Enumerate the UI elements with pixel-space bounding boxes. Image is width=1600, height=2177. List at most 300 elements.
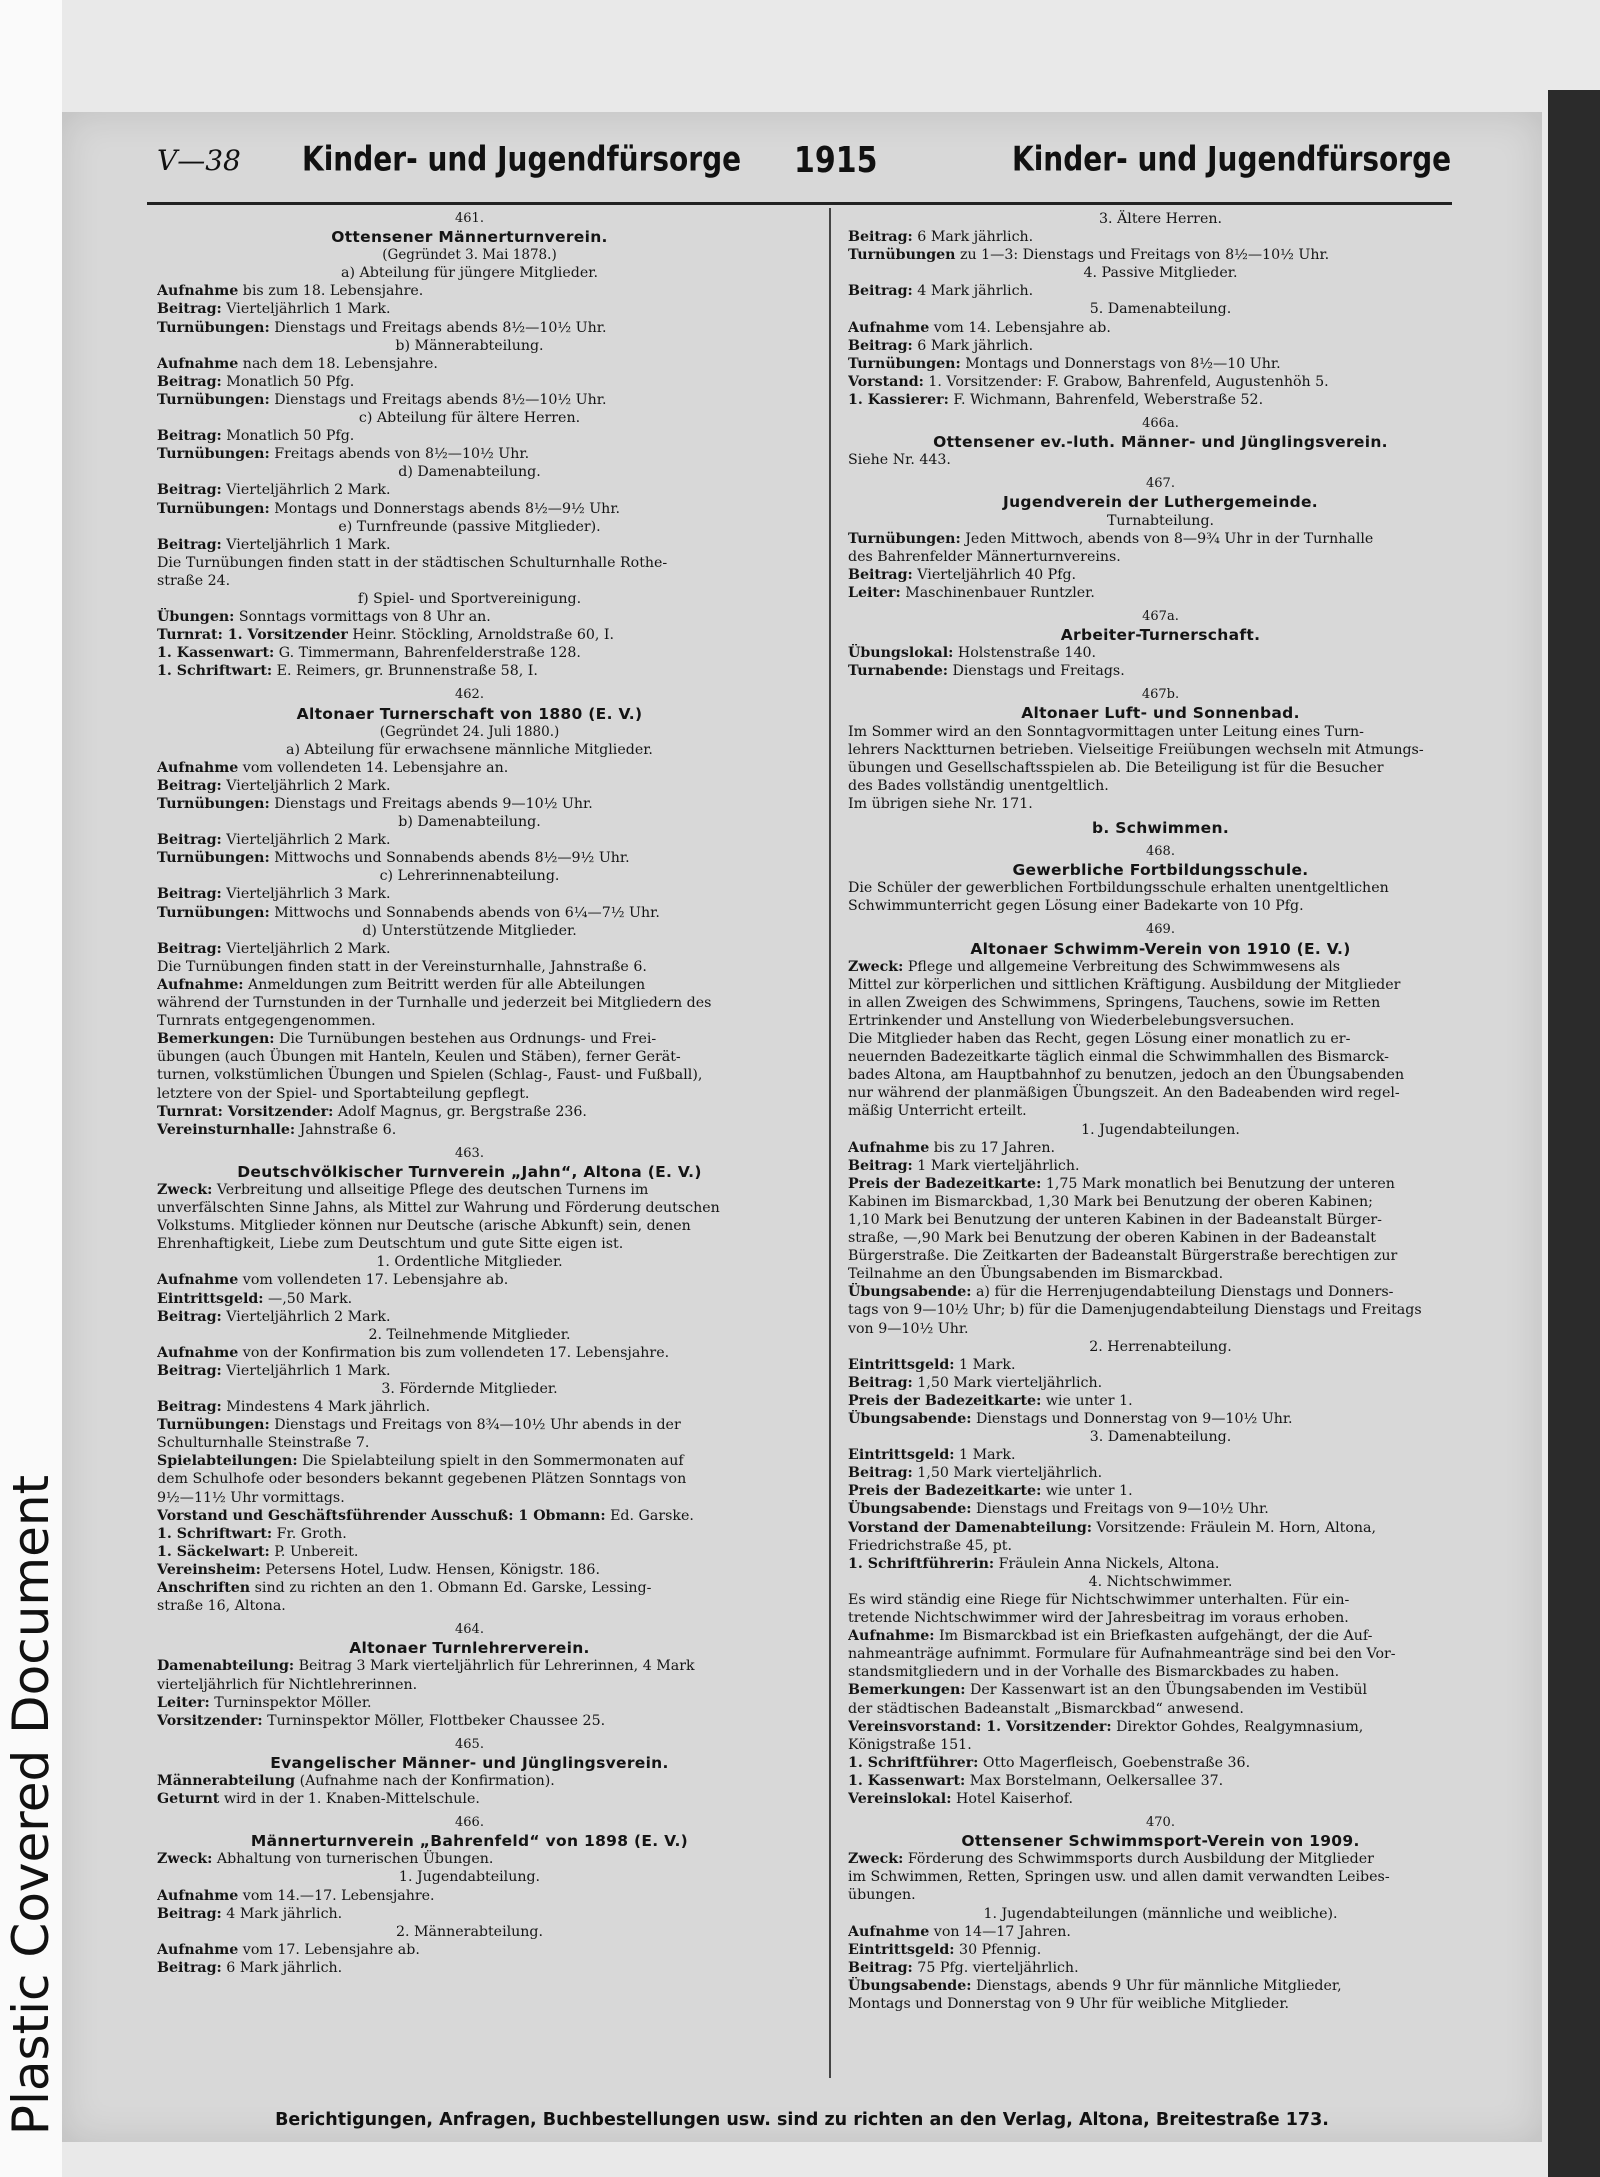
field-value: 466a. [1142,416,1179,432]
field-label: Beitrag: [157,482,222,499]
field-value: 6 Mark jährlich. [912,229,1034,246]
field-value: Die Turnübungen finden statt in der Vereinsturnhalle, Jahnstraße 6. [157,958,647,975]
field-value: Hotel Kaiserhof. [951,1790,1073,1807]
section-heading [157,1326,782,1344]
text-line [848,282,1473,300]
entry-number [848,686,1473,704]
field-value: tretende Nichtschwimmer wird der Jahresbeitrag im voraus erhoben. [848,1610,1349,1627]
field-value: 470. [1146,1815,1175,1831]
text-line [848,1627,1473,1645]
text-line [848,1157,1473,1175]
field-value: f) Spiel- und Sportvereinigung. [357,590,582,607]
field-label: Aufnahme: [157,976,244,993]
field-value: Königstraße 151. [848,1736,972,1753]
field-label: Turnübungen: [157,904,270,921]
field-label: Preis der Badezeitkarte: [848,1483,1042,1500]
text-line [157,1772,782,1790]
entry-number [157,1145,782,1163]
field-value: 1. Ordentliche Mitglieder. [376,1254,563,1271]
field-label: Beitrag: [157,428,222,445]
field-value: 1. Jugendabteilung. [398,1869,541,1886]
field-label: Eintrittsgeld: [848,1941,955,1958]
text-line [157,500,782,518]
entry-subtitle [157,723,782,741]
text-line [848,228,1473,246]
section-heading [848,300,1473,318]
field-label: Aufnahme [848,1923,930,1940]
text-line [157,795,782,813]
field-label: Turnübungen: [157,319,270,336]
field-label: Übungsabende: [848,1284,972,1301]
field-value: tags von 9—10½ Uhr; b) für die Damenjugendabteilung Dienstags und Freitags [848,1302,1422,1319]
text-line [848,1193,1473,1211]
text-line [848,958,1473,976]
field-value: zu 1—3: Dienstags und Freitags von 8½—10½ Uhr. [955,247,1330,264]
entry-number [157,1814,782,1832]
field-label: Bemerkungen: [157,1031,275,1048]
field-label: Männerabteilung [157,1772,296,1789]
text-line [157,1181,782,1199]
field-value: Schwimmunterricht gegen Lösung einer Badekarte von 10 Pfg. [848,898,1304,915]
field-label: 1. Schriftwart: [157,663,273,680]
field-label: Turnrat: Vorsitzender: [157,1103,334,1120]
document-page [62,112,1542,2142]
entry-title [157,1832,782,1850]
text-line [157,1470,782,1488]
text-line [848,1591,1473,1609]
text-line [157,976,782,994]
text-line [848,1030,1473,1048]
field-label: Leiter: [157,1694,210,1711]
entry-title [848,861,1473,879]
field-value: Vierteljährlich 2 Mark. [221,777,391,794]
entry-title [157,705,782,723]
field-value: 468. [1146,844,1175,860]
section-heading [157,1380,782,1398]
field-value: 2. Teilnehmende Mitglieder. [368,1326,571,1343]
text-line [848,1645,1473,1663]
section-heading [157,264,782,282]
field-value: 2. Herrenabteilung. [1089,1338,1232,1355]
field-value: Siehe Nr. 443. [848,452,951,469]
entry-number [848,475,1473,493]
field-label: Übungsabende: [848,1411,972,1427]
field-value: Otto Magerfleisch, Goebenstraße 36. [978,1754,1251,1771]
text-line [157,1525,782,1543]
field-value: Mindestens 4 Mark jährlich. [221,1399,431,1416]
field-value: bades Altona, am Hauptbahnhof zu benutzen, jedoch an den Übungsabenden [848,1067,1405,1084]
field-value: Fräulein Anna Nickels, Altona. [994,1555,1220,1572]
field-label: Beitrag: [848,1959,913,1976]
field-value: vierteljährlich für Nichtlehrerinnen. [157,1676,418,1693]
text-line [157,1217,782,1235]
field-label: 1. Schriftführerin: [848,1555,995,1572]
text-line [848,355,1473,373]
entry-title [848,1832,1473,1850]
text-line [848,530,1473,548]
text-line [157,355,782,373]
field-label: Beitrag: [848,337,913,354]
field-value: nur während der planmäßigen Übungszeit. An den Badeabenden wird regel- [848,1085,1400,1102]
section-heading [848,512,1473,530]
text-line [848,1772,1473,1790]
text-line [157,1941,782,1959]
text-line [157,1507,782,1525]
field-value: Männerturnverein „Bahrenfeld“ von 1898 (E. V.) [250,1832,689,1851]
page-number: V—38 [157,144,241,177]
field-value: e) Turnfreunde (passive Mitglieder). [338,518,601,535]
text-line [157,1066,782,1084]
field-value: (Gegründet 3. Mai 1878.) [382,247,557,264]
field-value: Altonaer Turnerschaft von 1880 (E. V.) [296,704,643,723]
text-line [157,958,782,976]
field-value: Turnrats entgegengenommen. [157,1013,376,1030]
text-line [157,1362,782,1380]
text-line [848,1247,1473,1265]
field-value: Jugendverein der Luthergemeinde. [1003,493,1318,512]
text-line [848,373,1473,391]
field-value: vom 14.—17. Lebensjahre. [238,1887,435,1904]
field-value: vom vollendeten 17. Lebensjahre ab. [238,1272,509,1289]
field-value: 30 Pfennig. [954,1941,1042,1958]
field-value: Max Borstelmann, Oelkersallee 37. [965,1772,1224,1789]
text-line [157,1308,782,1326]
field-value: Die Turnübungen finden statt in der städtischen Schulturnhalle Rothe- [157,554,668,571]
text-line [157,1030,782,1048]
text-line [848,319,1473,337]
field-value: G. Timmermann, Bahrenfelderstraße 128. [274,645,581,662]
text-line [848,1700,1473,1718]
text-line [157,1085,782,1103]
field-label: Beitrag: [157,373,222,390]
field-label: Eintrittsgeld: [848,1356,955,1373]
field-value: Friedrichstraße 45, pt. [848,1537,1013,1554]
text-line [157,608,782,626]
field-value: bis zum 18. Lebensjahre. [238,283,424,300]
field-label: Beitrag: [848,1465,913,1482]
field-value: Turninspektor Möller. [209,1694,372,1711]
field-label: Aufnahme [157,355,239,372]
text-line [157,994,782,1012]
text-line [157,759,782,777]
field-value: 2. Männerabteilung. [395,1923,544,1940]
field-value: 1,50 Mark vierteljährlich. [912,1374,1103,1391]
field-value: von der Konfirmation bis zum vollendeten 17. Lebensjahre. [238,1344,670,1361]
field-value: Holstenstraße 140. [953,645,1097,662]
field-label: Eintrittsgeld: [848,1447,955,1464]
field-value: 3. Damenabteilung. [1089,1429,1232,1446]
field-value: Vierteljährlich 1 Mark. [221,536,391,553]
text-line [848,1211,1473,1229]
text-line [848,1446,1473,1464]
field-value: a) für die Herrenjugendabteilung Dienstags und Donners- [971,1284,1394,1301]
field-value: der städtischen Badeanstalt „Bismarckbad“ anwesend. [848,1700,1244,1717]
header-rule [147,202,1452,205]
field-label: Beitrag: [848,283,913,300]
text-line [848,337,1473,355]
field-value: vom 14. Lebensjahre ab. [929,319,1111,336]
field-value: 1,75 Mark monatlich bei Benutzung der unteren [1041,1175,1395,1192]
text-line [848,1139,1473,1157]
field-label: Beitrag: [157,301,222,318]
field-value: b) Damenabteilung. [398,814,541,831]
text-line [848,1923,1473,1941]
text-line [157,1452,782,1470]
field-value: a) Abteilung für erwachsene männliche Mitglieder. [286,741,653,758]
field-value: b. Schwimmen. [1091,819,1230,837]
field-value: Jahnstraße 6. [295,1121,397,1138]
entry-title [848,433,1473,451]
field-value: bis zu 17 Jahren. [929,1139,1056,1156]
text-line [848,897,1473,915]
text-line [157,1048,782,1066]
field-value: wie unter 1. [1041,1483,1133,1500]
field-label: 1. Kassenwart: [848,1772,966,1789]
entry-number [157,210,782,228]
field-value: sind zu richten an den 1. Obmann Ed. Garske, Lessing- [250,1580,652,1597]
field-value: 1,10 Mark bei Benutzung der unteren Kabinen in der Badeanstalt Bürger- [848,1211,1382,1228]
page-year: 1915 [794,139,878,182]
field-label: Aufnahme [157,283,239,300]
text-line [848,1048,1473,1066]
field-value: übungen. [848,1887,916,1904]
field-value: Vierteljährlich 2 Mark. [221,832,391,849]
field-label: Beitrag: [157,940,222,957]
field-value: 6 Mark jährlich. [912,337,1034,354]
field-label: Turnrat: 1. Vorsitzender [157,627,348,644]
left-column [157,210,782,1977]
field-label: Beitrag: [848,229,913,246]
field-value: Verbreitung und allseitige Pflege des deutschen Turnens im [212,1181,649,1198]
text-line [157,777,782,795]
field-label: Bemerkungen: [848,1682,966,1699]
text-line [157,904,782,922]
section-heading [157,590,782,608]
entry-title [157,228,782,246]
text-line [157,831,782,849]
text-line [848,548,1473,566]
field-value: Montags und Donnerstag von 9 Uhr für weibliche Mitglieder. [848,1996,1290,2012]
text-line [157,554,782,572]
field-value: 465. [455,1736,484,1752]
text-line [848,759,1473,777]
text-line [848,1555,1473,1573]
field-label: Damenabteilung: [157,1658,295,1675]
text-line [848,246,1473,264]
section-heading [157,922,782,940]
field-value: in allen Zweigen des Schwimmens, Springens, Tauchens, sowie im Retten [848,994,1381,1011]
field-value: Fr. Groth. [272,1525,347,1542]
text-line [848,1959,1473,1977]
section-heading [157,1868,782,1886]
field-label: Beitrag: [157,1959,222,1976]
text-line [848,1941,1473,1959]
text-line [848,1850,1473,1868]
field-value: Dienstags und Freitags von 8¾—10½ Uhr abends in der [269,1417,681,1434]
field-label: Zweck: [157,1181,213,1198]
text-line [848,451,1473,469]
section-heading [157,813,782,831]
field-label: Übungsabende: [848,1977,972,1994]
entry-number [848,608,1473,626]
field-value: c) Abteilung für ältere Herren. [358,410,581,427]
text-line [157,1543,782,1561]
field-value: 467b. [1141,687,1180,703]
field-value: Vierteljährlich 2 Mark. [221,482,391,499]
text-line [848,1012,1473,1030]
text-line [157,319,782,337]
field-label: Aufnahme [157,759,239,776]
field-value: des Bahrenfelder Männerturnvereins. [848,548,1121,565]
field-value: Petersens Hotel, Ludw. Hensen, Königstr. 186. [260,1561,600,1578]
field-label: Spielabteilungen: [157,1453,298,1470]
text-line [848,1356,1473,1374]
field-value: Kabinen im Bismarckbad, 1,30 Mark bei Benutzung der oberen Kabinen; [848,1193,1373,1210]
field-value: Teilnahme an den Übungsabenden im Bismarckbad. [848,1266,1224,1283]
text-line [157,1579,782,1597]
text-line [157,1676,782,1694]
field-value: Die Schüler der gewerblichen Fortbildungsschule erhalten unentgeltlichen [848,880,1389,897]
field-value: 9½—11½ Uhr vormittags. [157,1489,345,1506]
field-value: 463. [455,1145,484,1161]
text-line [157,1561,782,1579]
field-value: vom 17. Lebensjahre ab. [238,1941,420,1958]
field-value: Die Turnübungen bestehen aus Ordnungs- und Frei- [274,1031,657,1048]
field-label: Turnabende: [848,663,948,680]
section-heading [157,1253,782,1271]
field-value: Dienstags und Freitags abends 8½—10½ Uhr. [269,391,607,408]
text-line [157,300,782,318]
field-label: Turnübungen [848,247,956,264]
field-value: Förderung des Schwimmsports durch Ausbildung der Mitglieder [903,1851,1374,1868]
section-heading [157,741,782,759]
text-line [157,1489,782,1507]
field-value: Schulturnhalle Steinstraße 7. [157,1435,370,1452]
text-line [157,1121,782,1139]
field-label: Übungsabende: [848,1501,972,1518]
field-label: Aufnahme [157,1272,239,1289]
field-value: Die Spielabteilung spielt in den Sommermonaten auf [297,1453,684,1470]
text-line [157,1235,782,1253]
field-value: Vierteljährlich 40 Pfg. [912,566,1077,583]
field-value: d) Unterstützende Mitglieder. [362,922,577,939]
field-label: Vorstand und Geschäftsführender Ausschuß: 1 Obmann: [157,1507,606,1524]
field-value: 466. [455,1815,484,1831]
field-label: 1. Schriftführer: [848,1754,979,1771]
text-line [157,1790,782,1808]
field-value: Dienstags und Donnerstag von 9—10½ Uhr. [971,1411,1293,1427]
field-value: 1,50 Mark vierteljährlich. [912,1465,1103,1482]
field-value: 4 Mark jährlich. [221,1905,343,1922]
field-value: F. Wichmann, Bahrenfeld, Weberstraße 52. [948,391,1264,408]
text-line [848,741,1473,759]
field-label: Beitrag: [848,1157,913,1174]
field-value: Abhaltung von turnerischen Übungen. [212,1851,494,1868]
field-value: Sonntags vormittags von 8 Uhr an. [234,609,491,626]
entry-title [157,1163,782,1181]
field-value: Vorsitzende: Fräulein M. Horn, Altona, [1092,1519,1376,1536]
field-label: 1. Schriftwart: [157,1525,273,1542]
text-line [848,1754,1473,1772]
field-label: Beitrag: [157,832,222,849]
field-label: Vorsitzender: [157,1712,263,1729]
text-line [157,1887,782,1905]
section-heading [848,1573,1473,1591]
text-line [848,1283,1473,1301]
field-value: 1. Jugendabteilungen (männliche und weibliche). [983,1905,1338,1922]
field-label: Aufnahme [157,1887,239,1904]
field-value: des Bades vollständig unentgeltlich. [848,777,1109,794]
text-line [848,795,1473,813]
field-label: Turnübungen: [157,796,270,812]
text-line [848,1301,1473,1319]
scan-label-upper [3,0,59,660]
text-line [848,1229,1473,1247]
text-line [157,1959,782,1977]
field-value: Der Kassenwart ist an den Übungsabenden im Vestibül [965,1682,1368,1699]
field-label: Beitrag: [157,1362,222,1379]
field-label: Eintrittsgeld: [157,1290,264,1307]
field-value: Altonaer Turnlehrerverein. [349,1639,590,1658]
field-value: Jeden Mittwoch, abends von 8—9¾ Uhr in der Turnhalle [960,530,1374,547]
field-value: nahmeanträge aufnimmt. Formulare für Aufnahmeanträge sind bei den Vor- [848,1646,1396,1663]
footer-notice: Berichtigungen, Anfragen, Buchbestellungen usw. sind zu richten an den Verlag, Altona, Breitestraße 173. [275,2110,1329,2130]
text-line [157,1344,782,1362]
text-line [848,1265,1473,1283]
field-value: (Aufnahme nach der Konfirmation). [295,1772,555,1789]
field-label: Preis der Badezeitkarte: [848,1392,1042,1409]
text-line [157,1012,782,1030]
text-line [848,1392,1473,1410]
field-value: standsmitgliedern und in der Vorhalle des Bismarckbades zu haben. [848,1664,1340,1681]
text-line [848,1066,1473,1084]
field-value: Montags und Donnerstags von 8½—10 Uhr. [960,355,1281,372]
field-value: Volkstums. Mitglieder können nur Deutsche (arische Abkunft) sein, denen [157,1218,691,1235]
binder-edge [1548,90,1600,2177]
field-label: Preis der Badezeitkarte: [848,1175,1042,1192]
entry-number [157,1621,782,1639]
field-value: 3. Ältere Herren. [1099,211,1222,227]
text-line [157,1103,782,1121]
field-label: Vereinsvorstand: 1. Vorsitzender: [848,1718,1112,1735]
field-value: Heinr. Stöckling, Arnoldstraße 60, I. [347,627,615,644]
text-line [157,662,782,680]
text-line [848,1410,1473,1428]
field-label: Turnübungen: [848,530,961,547]
field-value: nach dem 18. Lebensjahre. [238,355,438,372]
entry-number [848,415,1473,433]
field-value: 464. [455,1622,484,1638]
text-line [157,626,782,644]
entry-title [848,819,1473,837]
entry-number [848,1814,1473,1832]
field-value: unverfälschten Sinne Jahns, als Mittel zur Wahrung und Förderung deutschen [157,1200,720,1217]
field-value: dem Schulhofe oder besonders bekannt gegebenen Plätzen Sonntags von [157,1471,687,1488]
text-line [157,644,782,662]
text-line [848,566,1473,584]
field-value: Mittel zur körperlichen und sittlichen Kräftigung. Ausbildung der Mitglieder [848,976,1401,993]
field-value: 462. [455,687,484,703]
field-label: Beitrag: [157,536,222,553]
running-title-right: Kinder- und Jugendfürsorge [1012,139,1452,179]
field-value: mäßig Unterricht erteilt. [848,1103,1027,1120]
scan-label-lower: Plastic Covered Document [2,1474,60,2136]
text-line [848,1084,1473,1102]
text-line [848,1609,1473,1627]
field-value: Im Sommer wird an den Sonntagvormittagen unter Leitung eines Turn- [848,723,1364,740]
field-value: vom vollendeten 14. Lebensjahre an. [238,759,509,776]
field-value: Turninspektor Möller, Flottbeker Chaussee 25. [262,1712,606,1729]
